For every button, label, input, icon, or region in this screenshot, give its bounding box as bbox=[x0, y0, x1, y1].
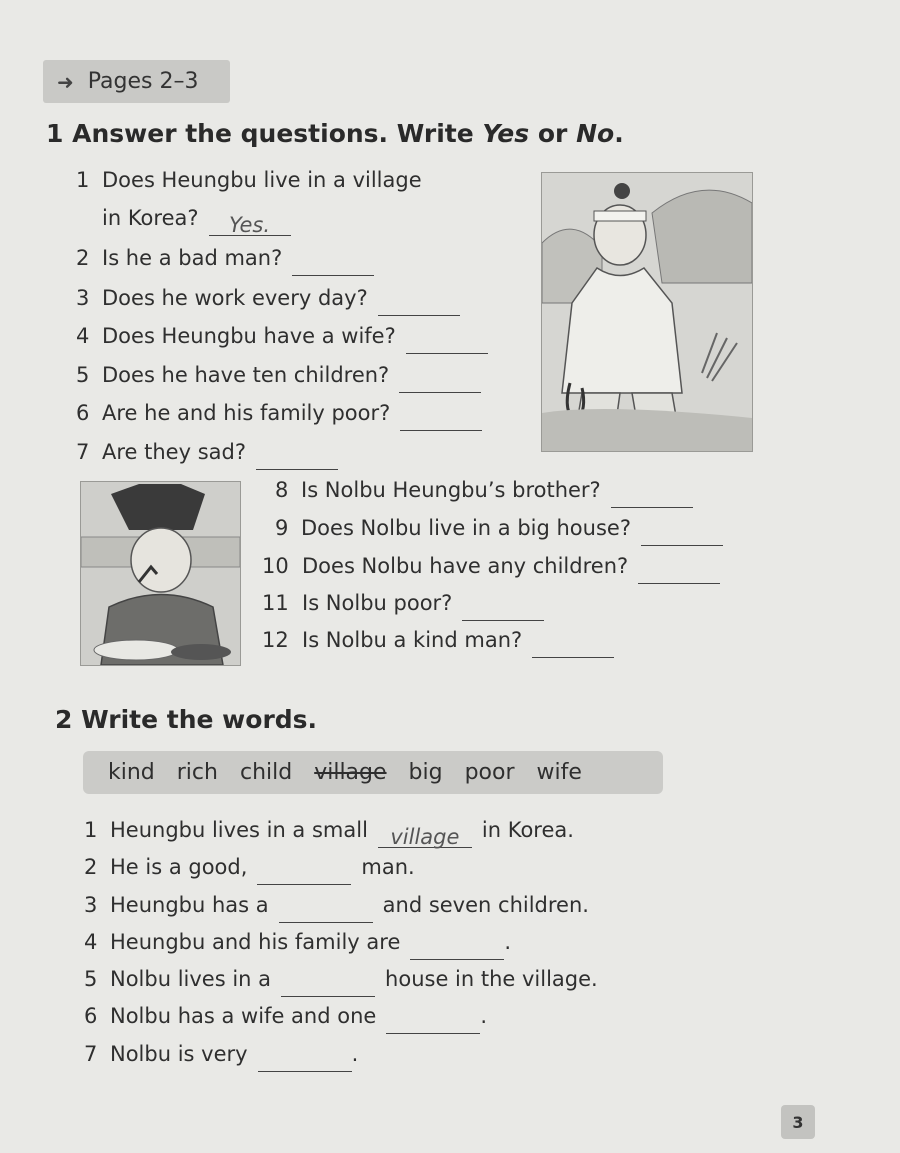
question-text: Does he have ten children? bbox=[102, 363, 390, 387]
question-10: 10 Does Nolbu have any children? bbox=[262, 554, 720, 578]
answer-blank[interactable] bbox=[641, 523, 723, 546]
answer-blank[interactable] bbox=[257, 862, 351, 885]
section2-number: 2 bbox=[55, 705, 73, 734]
question-7: 7 Are they sad? bbox=[76, 440, 338, 464]
question-text: Is Nolbu poor? bbox=[302, 591, 453, 615]
answer-blank[interactable] bbox=[399, 370, 481, 393]
answer-blank[interactable] bbox=[256, 447, 338, 470]
page-number: 3 bbox=[781, 1105, 815, 1139]
word-bank-item-struck: village bbox=[314, 760, 387, 785]
answer-blank[interactable] bbox=[400, 408, 482, 431]
question-1-line2 bbox=[102, 206, 291, 237]
question-8: 8 Is Nolbu Heungbu’s brother? bbox=[275, 478, 693, 502]
nolbu-illustration bbox=[80, 481, 241, 666]
word-bank-item: wife bbox=[536, 760, 582, 785]
question-9: 9 Does Nolbu live in a big house? bbox=[275, 516, 723, 540]
section2-heading bbox=[55, 705, 317, 734]
sentence-3: 3 Heungbu has a and seven children. bbox=[84, 893, 589, 917]
question-1: 1 Does Heungbu live in a village bbox=[76, 168, 422, 192]
answer-blank[interactable] bbox=[611, 485, 693, 508]
answer-blank[interactable]: village bbox=[378, 825, 472, 848]
sentence-6: 6 Nolbu has a wife and one . bbox=[84, 1004, 487, 1028]
answer-blank[interactable] bbox=[258, 1049, 352, 1072]
question-3: 3 Does he work every day? bbox=[76, 286, 460, 310]
answer-blank[interactable]: Yes. bbox=[209, 213, 291, 236]
sentence-5: 5 Nolbu lives in a house in the village. bbox=[84, 967, 598, 991]
question-text: in Korea? bbox=[102, 206, 199, 230]
question-5: 5 Does he have ten children? bbox=[76, 363, 481, 387]
question-text: Does Nolbu live in a big house? bbox=[301, 516, 631, 540]
section1-or: or bbox=[537, 119, 568, 148]
word-bank-item: rich bbox=[176, 760, 218, 785]
question-text: Does Nolbu have any children? bbox=[302, 554, 629, 578]
word-bank-item: poor bbox=[464, 760, 515, 785]
answer-blank[interactable] bbox=[378, 293, 460, 316]
pages-tab-label: Pages 2–3 bbox=[87, 69, 199, 94]
question-text: Is he a bad man? bbox=[102, 246, 283, 270]
word-bank bbox=[83, 751, 663, 794]
question-text: Is Nolbu Heungbu’s brother? bbox=[301, 478, 601, 502]
question-text: Are he and his family poor? bbox=[102, 401, 391, 425]
question-6: 6 Are he and his family poor? bbox=[76, 401, 482, 425]
sentence-4: 4 Heungbu and his family are . bbox=[84, 930, 511, 954]
answer-blank[interactable] bbox=[410, 937, 504, 960]
section1-yes: Yes bbox=[482, 119, 530, 148]
word-bank-item: child bbox=[239, 760, 293, 785]
question-2: 2 Is he a bad man? bbox=[76, 246, 374, 270]
arrow-right-icon: ➜ bbox=[57, 69, 74, 94]
sentence-2: 2 He is a good, man. bbox=[84, 855, 415, 879]
answer-blank[interactable] bbox=[406, 331, 488, 354]
section1-heading: 1 Answer the questions. Write Yes or No. bbox=[46, 119, 624, 148]
sentence-7: 7 Nolbu is very . bbox=[84, 1042, 358, 1066]
section1-title: Answer the questions. Write bbox=[72, 119, 474, 148]
sentence-1: 1 Heungbu lives in a small village in Korea. bbox=[84, 818, 574, 849]
answer-blank[interactable] bbox=[279, 900, 373, 923]
question-text: Is Nolbu a kind man? bbox=[302, 628, 523, 652]
answer-blank[interactable] bbox=[532, 635, 614, 658]
question-text: Are they sad? bbox=[102, 440, 246, 464]
answer-blank[interactable] bbox=[638, 561, 720, 584]
question-text: Does Heungbu live in a village bbox=[102, 168, 422, 192]
word-bank-item: kind bbox=[108, 760, 155, 785]
question-text: Does Heungbu have a wife? bbox=[102, 324, 396, 348]
answer-blank[interactable] bbox=[386, 1011, 480, 1034]
answer-blank[interactable] bbox=[462, 598, 544, 621]
answer-blank[interactable] bbox=[281, 974, 375, 997]
section1-no: No bbox=[576, 119, 615, 148]
answer-blank[interactable] bbox=[292, 253, 374, 276]
word-bank-item: big bbox=[408, 760, 443, 785]
question-text: Does he work every day? bbox=[102, 286, 368, 310]
question-12: 12 Is Nolbu a kind man? bbox=[262, 628, 614, 652]
pages-tab bbox=[43, 60, 230, 103]
section1-number: 1 bbox=[46, 119, 64, 148]
heungbu-illustration bbox=[541, 172, 753, 452]
question-11: 11 Is Nolbu poor? bbox=[262, 591, 544, 615]
question-4: 4 Does Heungbu have a wife? bbox=[76, 324, 488, 348]
section2-title: Write the words. bbox=[81, 705, 318, 734]
